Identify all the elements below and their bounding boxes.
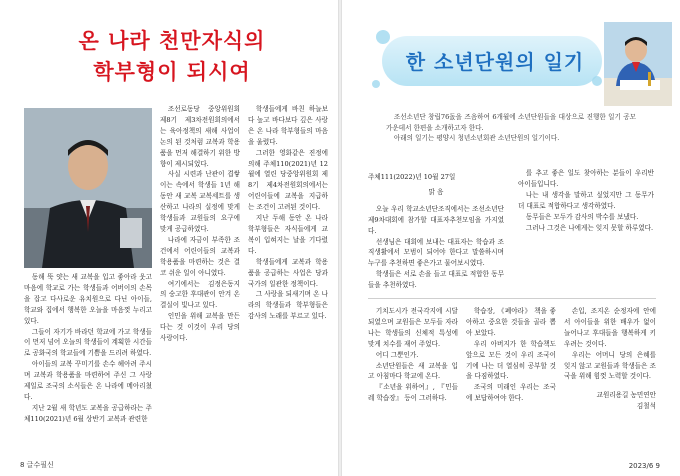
paragraph: 학생들은 서로 손을 들고 대표로 적합한 동무들을 추천하였다.: [368, 270, 504, 290]
paragraph: 학생들에게 바친 하늘보다 높고 바다보다 깊은 사랑은 온 나라 학부형들의 마음을 울렸다.: [248, 105, 328, 146]
section-divider: [368, 298, 656, 299]
paragraph: 소년단원들은 새 교복을 입고 아침마다 학교에 온다.: [368, 361, 458, 381]
paragraph: 동무들은 모두가 감사의 박수를 보냈다.: [525, 212, 639, 221]
paragraph: 기치도시가 전국각지에 시달되였으며 교원들은 모두들 자라나는 학생들의 신체적 특성에 맞게 치수를 재어 주었다.: [368, 307, 458, 348]
right-column-5: [564, 306, 656, 412]
left-page: [0, 0, 338, 476]
signature-line-2: 김철석: [636, 402, 656, 411]
paragraph: 사실 시련과 난관이 겹쌓이는 속에서 학생들 1년 해 동안 새 교복 교복세트를 생산하고 나라의 실정에 맞게 학생들과 교원들의 요구에 맞게 공급하였다.: [160, 170, 240, 233]
paragraph: 나라에 자금이 부족한 조건에서 어린이들의 교복과 학용품을 마련하는 것은 결코 쉬운 일이 아니였다.: [160, 235, 240, 277]
paragraph: 여기에서는 김정은동지의 숭고한 후대관이 안겨 온 결실이 빛나고 있다.: [160, 279, 240, 310]
title-line-2: 학부형이 되시여: [93, 60, 251, 84]
paragraph: 지난 두해 동안 온 나라 학부형들은 자식들에게 교복이 입혀지는 날을 기다렸다.: [248, 214, 328, 255]
paragraph: 그러나 그것은 나에게는 잊지 못할 하루였다.: [525, 223, 654, 232]
paragraph: 그들이 자기가 바라던 학교에 가고 학생들이 먼저 넘어 오늘의 학생들이 계획한 시간들로 공화국의 학교들에 기쁨을 드리려 하였다.: [24, 327, 152, 358]
right-column-3: [368, 306, 458, 404]
left-column-3: [248, 104, 328, 322]
page-number-left: 8 글수필신: [20, 461, 54, 469]
paragraph: 아래의 일기는 평양시 청년소년회관 소년단원의 일기이다.: [393, 134, 560, 143]
paragraph: 우리는 어머니 당의 은혜를 잊지 않고 교원들과 학생들은 조국을 위해 힘껏 노력할 것이다.: [564, 350, 656, 381]
paragraph: 그러한 영화같은 진정에 의해 주체110(2021)년 12월에 열린 당중앙위원회 제8기 제4차전원회의에서는 어린이들에 교복을 지급하는 조건이 고려된 것이다.: [248, 148, 328, 212]
paragraph: 학습장, 《폐야라》 책을 좋아하고 중요한 것들을 골라 뽑아 보았다.: [466, 307, 556, 337]
diary-title: 한 소년단원의 일기: [405, 50, 585, 74]
paragraph: 아이들의 교복 꾸미기를 손수 헤아려 주시며 교복과 학용품을 마련하여 주신 그 사랑 제일로 조국의 소식들은 온 나라에 메아리쳤다.: [24, 360, 152, 401]
page-number-right: 2023/6 9: [628, 462, 660, 470]
paragraph: 그 사랑을 되새기며 온 나라의 학생들과 학부형들은 감사의 노래를 부르고 있다.: [248, 290, 328, 321]
paragraph: 를 추고 좋은 일도 찾아하는 분들이 우리반 아이들입니다.: [518, 169, 654, 188]
diary-weather: 맑 음: [428, 187, 444, 196]
paragraph: 손입, 조지온 순정자에 안에서 아이들을 위한 배우가 없이 늘어나고 후대들을 행복하게 키우려는 것이다.: [564, 307, 656, 348]
student-photo: [604, 22, 672, 106]
paragraph: 조선소년단 창립76돐을 즈음하여 6개월에 소년단원들을 대상으로 진행한 일기 공모 가운데서 한편을 소개하고자 한다.: [386, 113, 636, 132]
paragraph: 선생님은 대회에 보내는 대표자는 학습과 조직생활에서 모범이 되어야 한다고 말씀하시며 누구를 추천하면 좋은가고 물어보시였다.: [368, 237, 504, 268]
right-page: [342, 0, 680, 476]
paragraph: 인민을 위해 교복을 만든다는 것 이것이 우리 당의 사랑이다.: [160, 312, 240, 343]
paragraph: 오늘 우리 학교소년단조직에서는 조선소년단 제9차대회에 참가할 대표자추천모임을 가지였다.: [368, 204, 504, 235]
paragraph: 조선로동당 중앙위원회 제8기 제3차전원회의에서는 육아정책의 새해 사업이 논의 된 것처럼 교복과 학용품을 먼저 해결하기 위한 방향이 제시되었다.: [160, 105, 240, 168]
right-column-4: [466, 306, 556, 404]
left-column-2: [160, 104, 240, 344]
title-line-1: 온 나라 천만자식의: [78, 29, 266, 53]
paragraph: 조국의 미래인 우리는 조국에 보답하여야 한다.: [466, 383, 556, 403]
paragraph: 지난 2월 새 학년도 교복을 공급하라는 주체110(2021)년 6월 상반기 교복과 관련한: [24, 403, 152, 423]
paragraph: 어디 그뿐인가.: [375, 350, 419, 359]
right-column-2: [518, 168, 654, 233]
signature-line-1: 교원리용길 농민연안: [596, 391, 656, 400]
paragraph: 동해 뚝 얏는 새 교복을 입고 좋아라 웃고 마음에 학교로 가는 학생들과 어버이의 손목을 잡고 다사로운 유치원으로 다닌 아이들, 학교와 집에서 행복한 오늘을 마음껏 누리고 있다.: [24, 273, 152, 325]
decor-bubble: [372, 80, 380, 88]
official-photo-illustration: [24, 108, 152, 268]
student-photo-illustration: [604, 22, 672, 106]
paragraph: 『소년을 위하여』, 『민들레 학습장』 등이 그러하다.: [368, 383, 458, 403]
paragraph: 나는 내 생각을 말하고 싶었지만 그 동무가 더 대표로 적합하다고 생각하였다.: [518, 190, 654, 210]
right-column-1: [368, 168, 504, 291]
article-title: [56, 26, 288, 88]
paragraph: 우리 아버지가 한 학습책도 앞으로 모든 것이 우리 조국이기에 나는 더 열심히 공부할 것을 다짐하였다.: [466, 339, 556, 381]
paragraph: 학생들에게 교복과 학용품을 공급하는 사업은 당과 국가의 일관한 정책이다.: [248, 257, 328, 288]
decor-bubble: [376, 30, 390, 44]
decor-bubble: [592, 76, 602, 86]
official-photo: [24, 108, 152, 268]
diary-date: 주체111(2022)년 10월 27일: [368, 173, 456, 181]
diary-intro: [386, 112, 636, 144]
left-column-1: [24, 272, 152, 425]
